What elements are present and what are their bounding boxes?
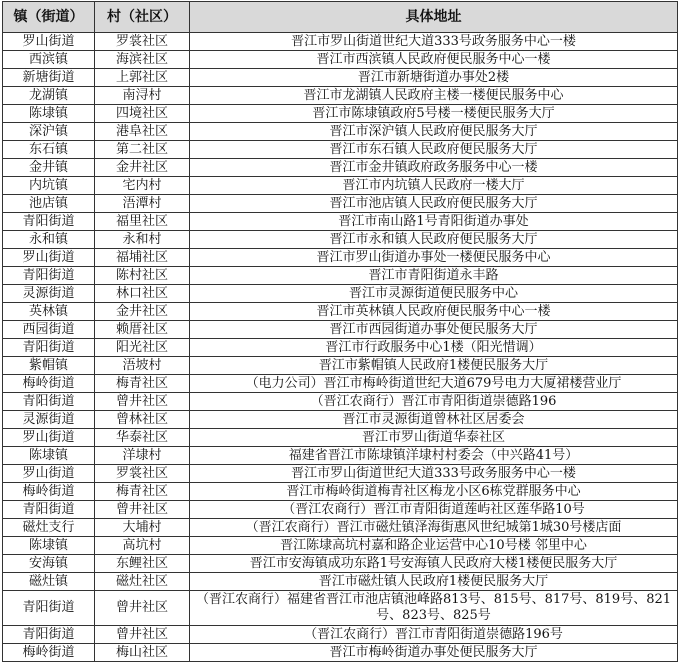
table-row <box>3 267 678 285</box>
table-row <box>3 105 678 123</box>
address-cell: 晋江市内坑镇人民政府一楼大厅 <box>190 177 678 195</box>
address-cell: 晋江市英林镇人民政府便民服务中心一楼 <box>190 303 678 321</box>
town-cell: 陈埭镇 <box>3 447 95 465</box>
address-cell: 晋江市罗山街道办事处一楼便民服务中心 <box>190 249 678 267</box>
table-row <box>3 555 678 573</box>
address-cell: 晋江市梅岭街道梅青社区梅龙小区6栋党群服务中心 <box>190 483 678 501</box>
village-cell: 阳光社区 <box>95 339 190 357</box>
town-cell: 池店镇 <box>3 195 95 213</box>
town-cell: 新塘街道 <box>3 69 95 87</box>
village-cell: 南浔村 <box>95 87 190 105</box>
address-cell: 晋江市罗山街道世纪大道333号政务服务中心一楼 <box>190 465 678 483</box>
address-cell: （晋江农商行）晋江市磁灶镇泽海街惠风世纪城第1城30号楼店面 <box>190 519 678 537</box>
table-row <box>3 429 678 447</box>
town-cell: 紫帽镇 <box>3 357 95 375</box>
address-cell: 晋江市罗山街道世纪大道333号政务服务中心一楼 <box>190 33 678 51</box>
village-cell: 赖厝社区 <box>95 321 190 339</box>
town-cell: 磁灶支行 <box>3 519 95 537</box>
town-cell: 青阳街道 <box>3 501 95 519</box>
table-body <box>3 33 678 662</box>
town-cell: 磁灶镇 <box>3 573 95 591</box>
table-row <box>3 69 678 87</box>
address-cell: 晋江市紫帽镇人民政府1楼便民服务大厅 <box>190 357 678 375</box>
address-cell: 晋江市磁灶镇人民政府1楼便民服务大厅 <box>190 573 678 591</box>
village-cell: 港阜社区 <box>95 123 190 141</box>
town-cell: 罗山街道 <box>3 33 95 51</box>
village-cell: 宅内村 <box>95 177 190 195</box>
table-row <box>3 411 678 429</box>
address-table <box>2 1 678 662</box>
table-row <box>3 447 678 465</box>
address-cell: 晋江市东石镇人民政府便民服务大厅 <box>190 141 678 159</box>
table-row <box>3 501 678 519</box>
table-row <box>3 519 678 537</box>
address-cell: 晋江市青阳街道永丰路 <box>190 267 678 285</box>
table-row <box>3 213 678 231</box>
town-cell: 青阳街道 <box>3 339 95 357</box>
village-cell: 四境社区 <box>95 105 190 123</box>
town-cell: 安海镇 <box>3 555 95 573</box>
town-cell: 青阳街道 <box>3 267 95 285</box>
table-row <box>3 573 678 591</box>
address-cell: （晋江农商行）福建省晋江市池店镇池峰路813号、815号、817号、819号、821号、823号、825号 <box>190 591 678 626</box>
village-cell: 华泰社区 <box>95 429 190 447</box>
village-cell: 梅山社区 <box>95 644 190 662</box>
village-cell: 大埔村 <box>95 519 190 537</box>
table-row <box>3 195 678 213</box>
table-row <box>3 465 678 483</box>
address-cell: 福建省晋江市陈埭镇洋埭村村委会（中兴路41号） <box>190 447 678 465</box>
address-cell: 晋江市安海镇成功东路1号安海镇人民政府大楼1楼便民服务大厅 <box>190 555 678 573</box>
town-cell: 东石镇 <box>3 141 95 159</box>
header-town: 镇（街道） <box>3 2 95 33</box>
village-cell: 磁灶社区 <box>95 573 190 591</box>
table-row <box>3 357 678 375</box>
table-row <box>3 249 678 267</box>
village-cell: 金井社区 <box>95 303 190 321</box>
village-cell: 林口社区 <box>95 285 190 303</box>
table-row <box>3 177 678 195</box>
table-row <box>3 123 678 141</box>
address-cell: 晋江市西园街道办事处便民服务大厅 <box>190 321 678 339</box>
address-cell: 晋江陈埭高坑村嘉和路企业运营中心10号楼 邻里中心 <box>190 537 678 555</box>
village-cell: 陈村社区 <box>95 267 190 285</box>
town-cell: 梅岭街道 <box>3 375 95 393</box>
address-cell: 晋江市梅岭街道办事处便民服务大厅 <box>190 644 678 662</box>
village-cell: 曾井社区 <box>95 501 190 519</box>
table-row <box>3 51 678 69</box>
table-row <box>3 393 678 411</box>
town-cell: 永和镇 <box>3 231 95 249</box>
village-cell: 梅青社区 <box>95 375 190 393</box>
village-cell: 高坑村 <box>95 537 190 555</box>
village-cell: 东鲤社区 <box>95 555 190 573</box>
town-cell: 深沪镇 <box>3 123 95 141</box>
header-row <box>3 2 678 33</box>
village-cell: 永和村 <box>95 231 190 249</box>
address-cell: 晋江市深沪镇人民政府便民服务大厅 <box>190 123 678 141</box>
table-row <box>3 87 678 105</box>
header-address: 具体地址 <box>190 2 678 33</box>
address-cell: （电力公司）晋江市梅岭街道世纪大道679号电力大厦裙楼营业厅 <box>190 375 678 393</box>
village-cell: 梅青社区 <box>95 483 190 501</box>
village-cell: 金井社区 <box>95 159 190 177</box>
town-cell: 青阳街道 <box>3 626 95 644</box>
town-cell: 梅岭街道 <box>3 483 95 501</box>
village-cell: 上郭社区 <box>95 69 190 87</box>
address-cell: 晋江市新塘街道办事处2楼 <box>190 69 678 87</box>
town-cell: 灵源街道 <box>3 411 95 429</box>
table-row <box>3 483 678 501</box>
town-cell: 陈埭镇 <box>3 537 95 555</box>
address-cell: 晋江市池店镇人民政府便民服务大厅 <box>190 195 678 213</box>
village-cell: 曾井社区 <box>95 626 190 644</box>
village-cell: 福里社区 <box>95 213 190 231</box>
town-cell: 罗山街道 <box>3 465 95 483</box>
town-cell: 青阳街道 <box>3 591 95 626</box>
table-header <box>3 2 678 33</box>
town-cell: 龙湖镇 <box>3 87 95 105</box>
table-row <box>3 537 678 555</box>
village-cell: 曾井社区 <box>95 393 190 411</box>
town-cell: 西园街道 <box>3 321 95 339</box>
town-cell: 英林镇 <box>3 303 95 321</box>
address-cell: （晋江农商行）晋江市青阳街道崇德路196 <box>190 393 678 411</box>
table-row <box>3 644 678 662</box>
table-row <box>3 375 678 393</box>
address-cell: 晋江市龙湖镇人民政府主楼一楼便民服务中心 <box>190 87 678 105</box>
table-row <box>3 33 678 51</box>
address-cell: 晋江市西滨镇人民政府便民服务中心一楼 <box>190 51 678 69</box>
header-village: 村（社区） <box>95 2 190 33</box>
table-row <box>3 339 678 357</box>
town-cell: 梅岭街道 <box>3 644 95 662</box>
address-cell: 晋江市灵源街道便民服务中心 <box>190 285 678 303</box>
village-cell: 罗裳社区 <box>95 33 190 51</box>
address-cell: 晋江市灵源街道曾林社区居委会 <box>190 411 678 429</box>
address-cell: 晋江市陈埭镇政府5号楼一楼便民服务大厅 <box>190 105 678 123</box>
town-cell: 青阳街道 <box>3 213 95 231</box>
table-row <box>3 285 678 303</box>
table-row <box>3 626 678 644</box>
village-cell: 曾林社区 <box>95 411 190 429</box>
address-cell: 晋江市南山路1号青阳街道办事处 <box>190 213 678 231</box>
address-cell: （晋江农商行）晋江市青阳街道莲屿社区莲华路10号 <box>190 501 678 519</box>
address-cell: （晋江农商行）晋江市青阳街道崇德路196号 <box>190 626 678 644</box>
town-cell: 青阳街道 <box>3 393 95 411</box>
village-cell: 洋埭村 <box>95 447 190 465</box>
town-cell: 罗山街道 <box>3 429 95 447</box>
village-cell: 第二社区 <box>95 141 190 159</box>
table-row <box>3 231 678 249</box>
address-cell: 晋江市行政服务中心1楼（阳光惜调） <box>190 339 678 357</box>
address-cell: 晋江市永和镇人民政府便民服务大厅 <box>190 231 678 249</box>
town-cell: 金井镇 <box>3 159 95 177</box>
table-row <box>3 141 678 159</box>
village-cell: 曾井社区 <box>95 591 190 626</box>
village-cell: 浯坡村 <box>95 357 190 375</box>
town-cell: 内坑镇 <box>3 177 95 195</box>
village-cell: 福埔社区 <box>95 249 190 267</box>
village-cell: 海滨社区 <box>95 51 190 69</box>
village-cell: 浯潭村 <box>95 195 190 213</box>
address-cell: 晋江市罗山街道华泰社区 <box>190 429 678 447</box>
village-cell: 罗裳社区 <box>95 465 190 483</box>
town-cell: 罗山街道 <box>3 249 95 267</box>
table-row <box>3 159 678 177</box>
town-cell: 西滨镇 <box>3 51 95 69</box>
table-row <box>3 591 678 626</box>
town-cell: 灵源街道 <box>3 285 95 303</box>
address-cell: 晋江市金井镇政府政务服务中心一楼 <box>190 159 678 177</box>
table-row <box>3 321 678 339</box>
table-row <box>3 303 678 321</box>
town-cell: 陈埭镇 <box>3 105 95 123</box>
